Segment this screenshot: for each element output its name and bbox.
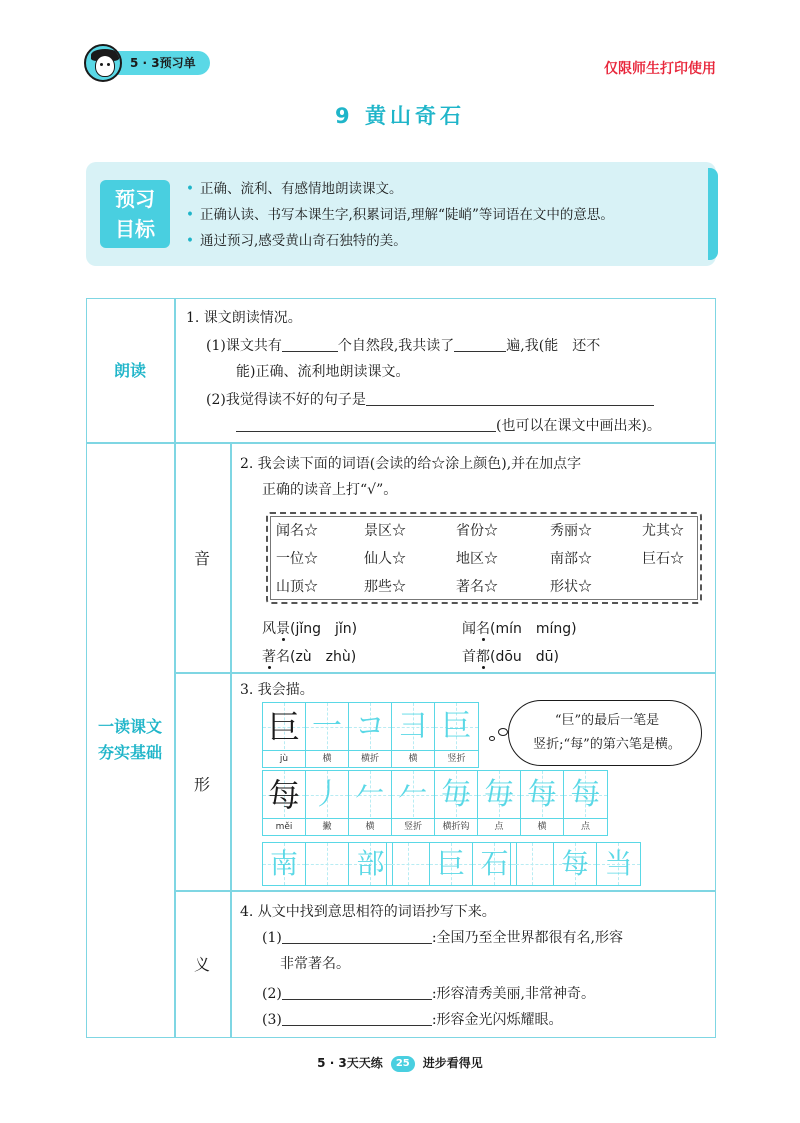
stroke-glyph: 毎 [441,777,471,812]
item-definition: :全国乃至全世界都很有名,形容 [431,930,624,946]
stroke-cell[interactable] [306,771,349,835]
answer-blank-1[interactable] [282,926,432,944]
form-label: 形 [193,775,210,794]
goal-item: • 正确认读、书写本课生字,积累词语,理解“陡峭”等词语在文中的意思。 [186,202,614,228]
q4-item3 [262,1006,563,1034]
section-foundation-label [86,714,174,766]
main-char: 巨 [267,708,300,746]
q2-title-line1: 2. 我会读下面的词语(会读的给☆涂上颜色),并在加点字 [240,456,582,472]
stroke-cell[interactable] [564,771,607,835]
bubble-line2: 竖折;“每”的第六笔是横。 [533,737,681,752]
goal-item: • 通过预习,感受黄山奇石独特的美。 [186,228,614,254]
stroke-cell[interactable] [521,771,564,835]
bubble-tail [489,736,495,741]
q1-title: 1. 课文朗读情况。 [186,310,302,326]
stroke-cell[interactable] [306,703,349,767]
meaning-label: 义 [193,955,210,974]
practice-cell[interactable] [306,843,349,885]
practice-cell[interactable] [511,843,554,885]
pinyin-options: (mín míng) [490,621,577,637]
section-reading-label: 朗读 [113,361,146,380]
trace-char: 南 [269,847,298,880]
pinyin-pre: 闻 [462,621,476,637]
hard-sentence-blank-2[interactable] [236,414,496,432]
footer-right: 进步看得见 [422,1056,483,1070]
goals-label-line1: 预习 [115,187,155,211]
goals-label [100,180,170,248]
divider [230,442,232,1038]
goals-list [186,176,614,254]
bubble-line1: “巨”的最后一笔是 [554,713,660,728]
stroke-cell[interactable] [392,771,435,835]
trace-char: 部 [356,847,385,880]
lesson-title: 9 黄山奇石 [335,104,465,128]
stroke-name: 横 [306,750,348,767]
stroke-glyph: 毎 [484,777,514,812]
word-list-box [266,512,702,604]
divider [174,298,176,1038]
item-definition: :形容清秀美丽,非常神奇。 [431,986,596,1002]
goals-box [86,162,716,266]
stroke-name: 竖折 [435,750,478,767]
dotted-char: 都 [476,649,490,665]
pinyin-options: 名(zù zhù) [276,649,357,665]
stroke-glyph: コ [355,709,385,744]
stroke-name: 点 [478,818,520,835]
stroke-grid-ju [262,702,479,768]
trace-char: 巨 [436,847,465,880]
word-item[interactable]: 形状☆ [550,579,592,595]
stroke-name: 横 [349,818,391,835]
word-item[interactable]: 巨石☆ [642,551,684,567]
word-item[interactable]: 景区☆ [364,523,406,539]
word-item[interactable]: 南部☆ [550,551,592,567]
foundation-label-line2: 夯实基础 [97,743,162,762]
q1-part2-cont [236,412,661,440]
bubble-tail [498,728,508,736]
word-item[interactable]: 那些☆ [364,579,406,595]
pinyin-item[interactable] [262,618,357,638]
practice-grid-jushi [386,842,517,886]
stroke-glyph: 𠂉 [355,777,385,812]
practice-grid-meidang [510,842,641,886]
pinyin-options: (dōu dū) [490,649,560,665]
hard-sentence-blank-1[interactable] [366,388,654,406]
stroke-name: 横折 [349,750,391,767]
answer-blank-2[interactable] [282,982,432,1000]
q2-title-line2: 正确的读音上打“√”。 [262,482,398,498]
stroke-grid-mei [262,770,608,836]
trace-char: 石 [480,847,509,880]
pinyin-item[interactable] [462,618,577,638]
practice-cell[interactable] [387,843,430,885]
q4-item1-cont: 非常著名。 [280,956,350,972]
stroke-glyph: 每 [527,777,557,812]
q1-p1b: 个自然段,我共读了 [337,338,455,354]
q4-item1 [262,924,623,952]
dotted-char: 名 [476,621,490,637]
tip-bubble [508,700,702,766]
pinyin-item[interactable] [462,646,559,666]
stroke-name: 撇 [306,818,348,835]
stroke-cell[interactable] [478,771,521,835]
item-number: (2) [262,986,282,1002]
stroke-glyph: 𠂉 [398,777,428,812]
q1-p1a: (1)课文共有 [206,338,282,354]
char-pinyin: měi [263,818,305,835]
practice-cell[interactable] [430,843,473,885]
q1-part1 [206,332,600,360]
trace-char: 每 [560,847,589,880]
paragraph-count-blank[interactable] [282,334,338,352]
pinyin-pre: 首 [462,649,476,665]
foundation-label-line1: 一读课文 [97,717,162,736]
sound-label: 音 [193,549,210,568]
goal-item: • 正确、流利、有感情地朗读课文。 [186,176,614,202]
dotted-char: 景 [276,621,290,637]
goals-edge [708,168,718,260]
trace-char: 当 [604,847,633,880]
word-item[interactable]: 省份☆ [456,523,498,539]
item-number: (1) [262,930,282,946]
stroke-name: 点 [564,818,607,835]
goals-label-line2: 目标 [115,217,155,241]
word-item[interactable]: 闻名☆ [276,523,318,539]
stroke-cell[interactable] [349,703,392,767]
word-item[interactable]: 山顶☆ [276,579,318,595]
page-number: 25 [391,1056,415,1072]
stroke-name: 横 [392,750,434,767]
practice-grid-nanbu [262,842,393,886]
divider [86,442,716,444]
practice-cell[interactable] [597,843,640,885]
char-pinyin: jù [263,750,305,767]
q3-title: 3. 我会描。 [240,682,314,698]
stroke-glyph: 一 [312,709,342,744]
practice-cell[interactable] [554,843,597,885]
stroke-cell-main [263,703,306,767]
divider [174,672,716,674]
footer-left: 5 · 3天天练 [317,1056,383,1070]
q1-p1c: 遍,我(能 还不 [506,338,601,354]
practice-cell[interactable] [263,843,306,885]
word-item[interactable]: 仙人☆ [364,551,406,567]
word-item[interactable]: 地区☆ [456,551,498,567]
q4-title: 4. 从文中找到意思相符的词语抄写下来。 [240,904,496,920]
q1-p2a: (2)我觉得读不好的句子是 [206,392,366,408]
answer-blank-3[interactable] [282,1008,432,1026]
q1-part2 [206,386,654,414]
dotted-char: 著 [262,649,276,665]
q1-p1d: 能)正确、流利地朗读课文。 [236,364,410,380]
stroke-name: 横 [521,818,563,835]
page-footer [0,1054,800,1072]
pinyin-item[interactable] [262,646,356,666]
stroke-cell[interactable] [435,703,478,767]
item-definition: :形容金光闪烁耀眼。 [431,1012,563,1028]
q1-p2b: (也可以在课文中画出来)。 [496,418,661,434]
stroke-name: 竖折 [392,818,434,835]
mascot-avatar-icon [84,44,122,82]
divider [174,890,716,892]
word-item[interactable]: 著名☆ [456,579,498,595]
stroke-glyph: 巨 [441,709,472,744]
stroke-cell[interactable] [392,703,435,767]
header-badge [84,46,210,80]
stroke-cell-main [263,771,306,835]
main-char: 每 [267,776,300,814]
stroke-glyph: 彐 [398,709,428,744]
pinyin-options: (jǐng jǐn) [290,621,358,637]
stroke-glyph: 丿 [312,777,342,812]
word-item[interactable]: 秀丽☆ [550,523,592,539]
stroke-name: 横折钩 [435,818,477,835]
pinyin-pre: 风 [262,621,276,637]
stroke-cell[interactable] [349,771,392,835]
q4-item2 [262,980,595,1008]
read-times-blank[interactable] [454,334,506,352]
stroke-glyph: 每 [570,777,601,812]
item-number: (3) [262,1012,282,1028]
word-item[interactable]: 尤其☆ [642,523,684,539]
word-item[interactable]: 一位☆ [276,551,318,567]
print-note: 仅限师生打印使用 [604,61,716,77]
badge-label: 5 · 3预习单 [112,51,210,75]
stroke-cell[interactable] [435,771,478,835]
